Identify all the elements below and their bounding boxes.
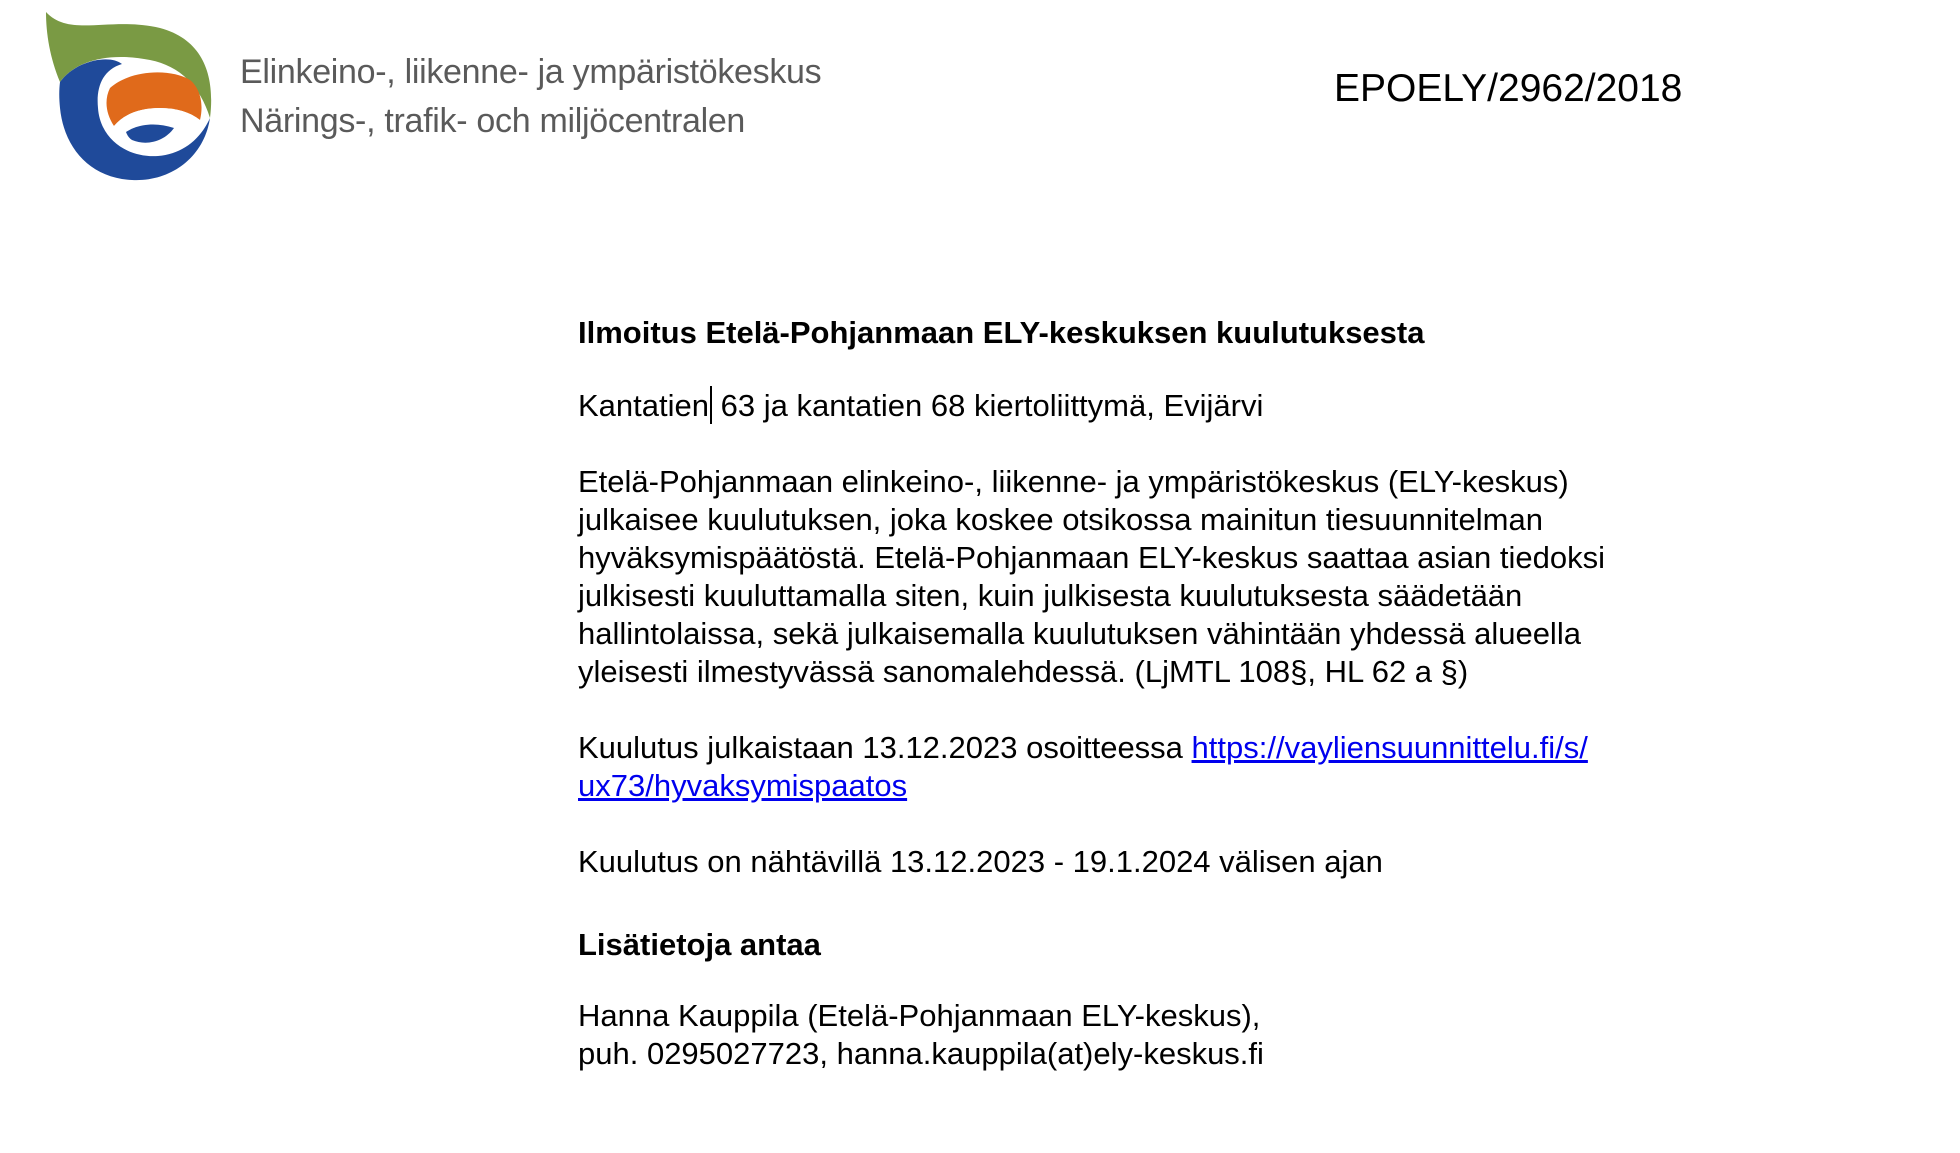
body-line: hallintolaissa, sekä julkaisemalla kuulutuksen vähintään yhdessä alueella (578, 616, 1581, 651)
publish-link[interactable]: https://vayliensuunnittelu.fi/s/ (1191, 730, 1588, 765)
availability-line: Kuulutus on nähtävillä 13.12.2023 - 19.1.2024 välisen ajan (578, 844, 1383, 879)
publish-paragraph (578, 729, 1738, 805)
document-id: EPOELY/2962/2018 (1334, 67, 1683, 110)
notice-body-paragraph (578, 463, 1738, 691)
organization-name (240, 48, 821, 146)
contact-heading: Lisätietoja antaa (578, 927, 821, 962)
publish-link-continued[interactable]: ux73/hyvaksymispaatos (578, 768, 908, 803)
body-line: yleisesti ilmestyvässä sanomalehdessä. (LjMTL 108§, HL 62 a §) (578, 654, 1469, 689)
organization-name-fi: Elinkeino-, liikenne- ja ympäristökeskus (240, 53, 822, 91)
subject-text-part1: Kantatien (578, 388, 709, 423)
notice-subject[interactable] (578, 386, 1738, 425)
notice-title: Ilmoitus Etelä-Pohjanmaan ELY-keskuksen kuulutuksesta (578, 315, 1425, 350)
subject-text-part2: 63 ja kantatien 68 kiertoliittymä, Evijärvi (712, 388, 1264, 423)
publish-text: Kuulutus julkaistaan 13.12.2023 osoitteessa (578, 730, 1192, 765)
publish-line-1 (578, 729, 1738, 767)
contact-line-1: Hanna Kauppila (Etelä-Pohjanmaan ELY-keskus), (578, 998, 1261, 1033)
body-line: julkisesti kuuluttamalla siten, kuin julkisesta kuulutuksesta säädetään (578, 578, 1523, 613)
organization-name-sv: Närings-, trafik- och miljöcentralen (240, 102, 746, 140)
contact-info (578, 997, 1738, 1073)
notice-content (578, 314, 1738, 1073)
body-line: Etelä-Pohjanmaan elinkeino-, liikenne- ja ympäristökeskus (ELY-keskus) (578, 464, 1569, 499)
contact-line-2: puh. 0295027723, hanna.kauppila(at)ely-keskus.fi (578, 1036, 1264, 1071)
body-line: hyväksymispäätöstä. Etelä-Pohjanmaan ELY-keskus saattaa asian tiedoksi (578, 540, 1606, 575)
availability-text (578, 843, 1738, 881)
ely-centre-logo-icon (40, 8, 216, 184)
publish-line-2 (578, 767, 1738, 805)
body-line: julkaisee kuulutuksen, joka koskee otsikossa mainitun tiesuunnitelman (578, 502, 1543, 537)
